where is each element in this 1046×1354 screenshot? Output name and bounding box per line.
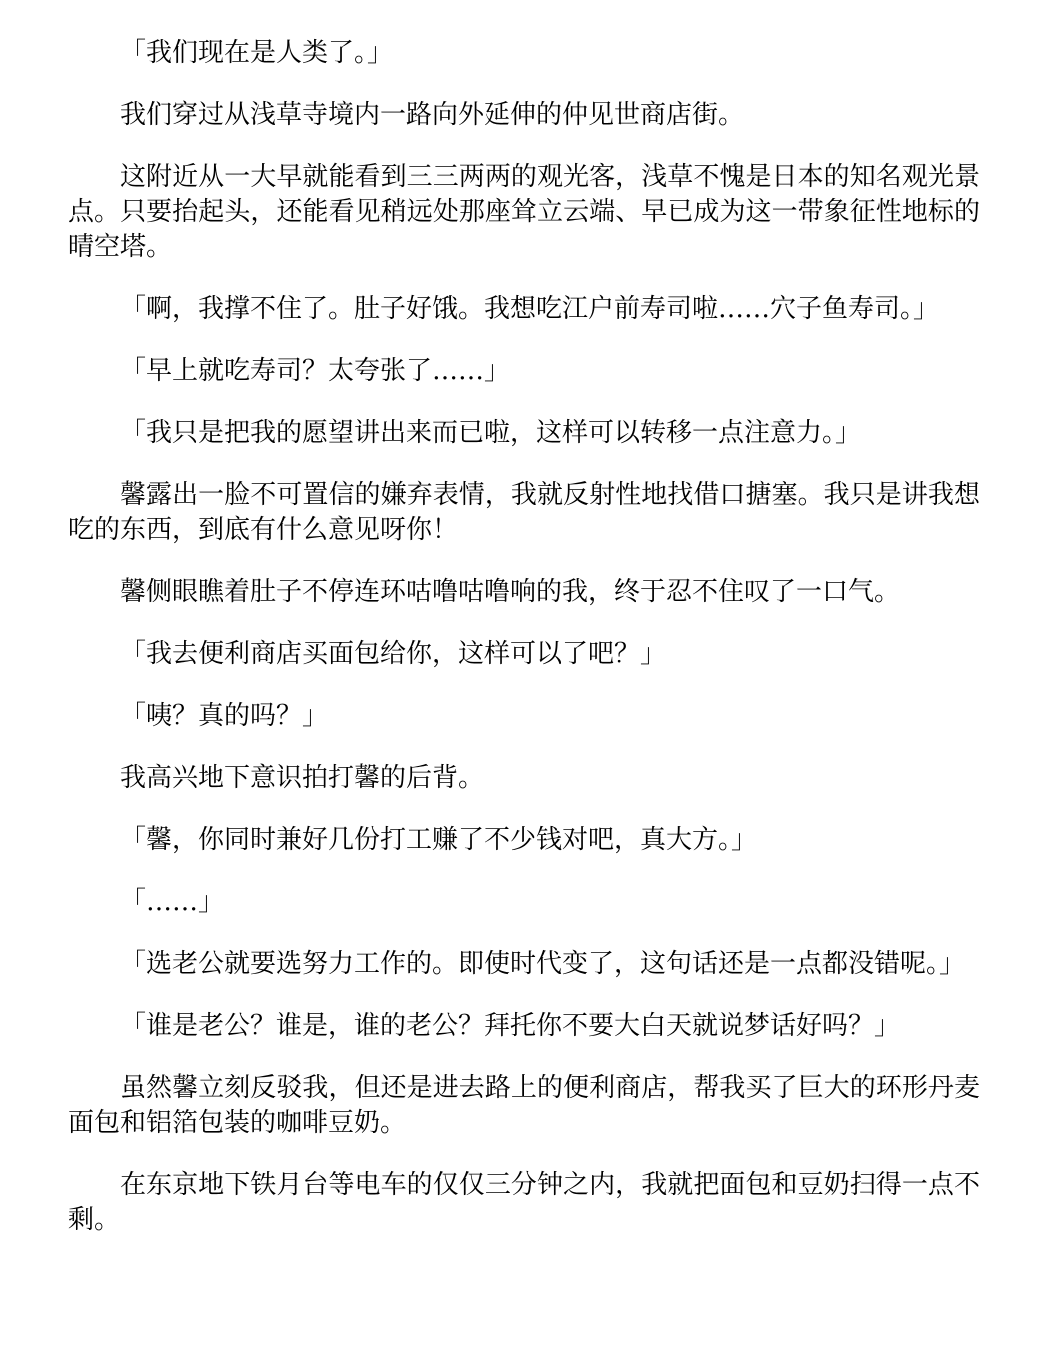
paragraph: 这附近从一大早就能看到三三两两的观光客，浅草不愧是日本的知名观光景点。只要抬起头，还能看见稍远处那座耸立云端、早已成为这一带象征性地标的晴空塔。 xyxy=(68,162,980,262)
paragraph: 「我去便利商店买面包给你，这样可以了吧？」 xyxy=(120,639,667,669)
paragraph: 「咦？真的吗？」 xyxy=(120,701,329,731)
paragraph: 「馨，你同时兼好几份打工赚了不少钱对吧，真大方。」 xyxy=(120,825,758,855)
paragraph: 「选老公就要选努力工作的。即使时代变了，这句话还是一点都没错呢。」 xyxy=(120,949,966,979)
document-page xyxy=(68,36,980,1265)
paragraph: 「我只是把我的愿望讲出来而已啦，这样可以转移一点注意力。」 xyxy=(120,418,862,448)
paragraph: 馨露出一脸不可置信的嫌弃表情，我就反射性地找借口搪塞。我只是讲我想吃的东西，到底有什么意见呀你！ xyxy=(68,480,980,545)
paragraph: 在东京地下铁月台等电车的仅仅三分钟之内，我就把面包和豆奶扫得一点不剩。 xyxy=(68,1170,980,1235)
paragraph: 「……」 xyxy=(120,887,225,917)
paragraph: 「早上就吃寿司？太夸张了……」 xyxy=(120,356,511,386)
paragraph: 馨侧眼瞧着肚子不停连环咕噜咕噜响的我，终于忍不住叹了一口气。 xyxy=(120,577,901,607)
paragraph: 虽然馨立刻反驳我，但还是进去路上的便利商店，帮我买了巨大的环形丹麦面包和铝箔包装的咖啡豆奶。 xyxy=(68,1073,980,1138)
paragraph: 我们穿过从浅草寺境内一路向外延伸的仲见世商店街。 xyxy=(120,100,745,130)
paragraph: 「啊，我撑不住了。肚子好饿。我想吃江户前寿司啦……穴子鱼寿司。」 xyxy=(120,294,940,324)
paragraph: 「谁是老公？谁是，谁的老公？拜托你不要大白天就说梦话好吗？」 xyxy=(120,1011,901,1041)
paragraph: 「我们现在是人类了。」 xyxy=(120,38,394,68)
paragraph: 我高兴地下意识拍打馨的后背。 xyxy=(120,763,485,793)
